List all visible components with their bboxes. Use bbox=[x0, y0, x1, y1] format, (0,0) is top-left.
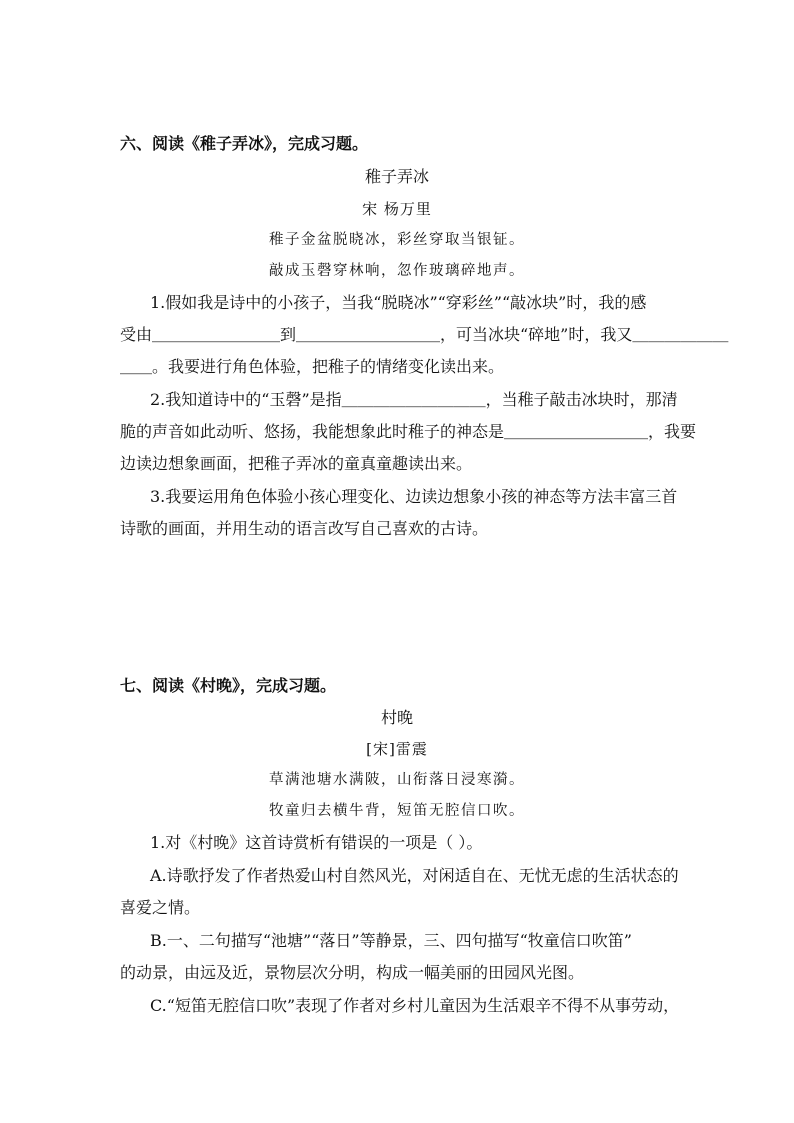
section7-option-c-line-1: C.“短笛无腔信口吹”表现了作者对乡村儿童因为生活艰辛不得不从事劳动， bbox=[150, 996, 680, 1015]
section6-q1-line-1: 1.假如我是诗中的小孩子，当我“脱晓冰”“穿彩丝”“敲冰块”时，我的感 bbox=[150, 293, 647, 312]
section6-heading: 六、阅读《稚子弄冰》，完成习题。 bbox=[120, 134, 369, 153]
section7-poem-line-1: 草满池塘水满陂，山衔落日浸寒漪。 bbox=[269, 772, 525, 788]
section7-option-b-line-2: 的动景，由远及近，景物层次分明，构成一幅美丽的田园风光图。 bbox=[120, 963, 585, 982]
section7-option-a-line-1: A.诗歌抒发了作者热爱山村自然风光，对闲适自在、无忧无虑的生活状态的 bbox=[150, 866, 679, 885]
section7-q1: 1.对《村晚》这首诗赏析有错误的一项是（ ）。 bbox=[150, 833, 483, 852]
section7-option-a-line-2: 喜爱之情。 bbox=[120, 898, 201, 917]
section6-poem-title: 稚子弄冰 bbox=[364, 167, 429, 186]
section6-q3-line-2: 诗歌的画面，并用生动的语言改写自己喜欢的古诗。 bbox=[120, 519, 489, 538]
section7-poem-title: 村晚 bbox=[380, 708, 413, 727]
section6-poem-author: 宋 杨万里 bbox=[362, 200, 432, 218]
section7-poem-line-2: 牧童归去横牛背，短笛无腔信口吹。 bbox=[269, 803, 525, 819]
section6-q2-line-1: 2.我知道诗中的“玉磬”是指＿＿＿＿＿＿＿＿＿，当稚子敲击冰块时，那清 bbox=[150, 390, 678, 409]
section6-q3-line-1: 3.我要运用角色体验小孩心理变化、边读边想象小孩的神态等方法丰富三首 bbox=[150, 487, 678, 506]
section7-poem-author: [宋]雷震 bbox=[366, 740, 428, 758]
section6-q1-line-2: 受由＿＿＿＿＿＿＿＿到＿＿＿＿＿＿＿＿＿，可当冰块“碎地”时，我又＿＿＿＿＿＿ bbox=[120, 325, 729, 344]
section6-q2-line-2: 脆的声音如此动听、悠扬，我能想象此时稚子的神态是＿＿＿＿＿＿＿＿＿，我要 bbox=[120, 422, 697, 441]
section7-option-b-line-1: B.一、二句描写“池塘”“落日”等静景，三、四句描写“牧童信口吹笛” bbox=[150, 931, 632, 950]
section6-poem-line-1: 稚子金盆脱晓冰，彩丝穿取当银钲。 bbox=[269, 232, 525, 248]
section6-poem-line-2: 敲成玉磬穿林响，忽作玻璃碎地声。 bbox=[269, 263, 525, 279]
section7-heading: 七、阅读《村晚》，完成习题。 bbox=[120, 676, 337, 695]
section6-q2-line-3: 边读边想象画面，把稚子弄冰的童真童趣读出来。 bbox=[120, 454, 473, 473]
section6-q1-line-3: ＿＿。我要进行角色体验，把稚子的情绪变化读出来。 bbox=[120, 357, 505, 376]
